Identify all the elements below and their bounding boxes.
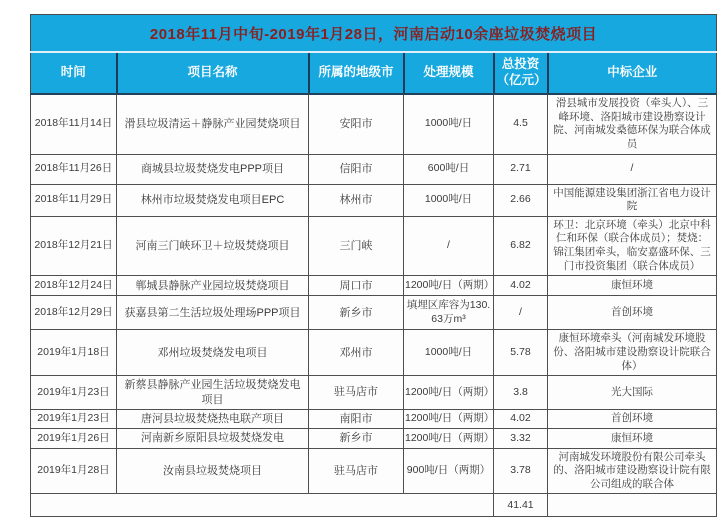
cell-investment: 3.32: [494, 429, 548, 448]
column-header-investment: 总投资（亿元）: [494, 52, 548, 94]
cell-date: 2019年1月23日: [31, 376, 117, 410]
table-row: [31, 296, 717, 330]
cell-company: 环卫：北京环境（牵头）北京中科仁和环保（联合体成员）；焚烧：锦江集团牵头，临安嘉盛环保、三门市投资集团（联合体成员）: [548, 216, 717, 276]
total-company-cell: [548, 494, 717, 517]
cell-date: 2018年11月14日: [31, 94, 117, 154]
cell-date: 2018年12月24日: [31, 276, 117, 296]
cell-project-name: 获嘉县第二生活垃圾处理场PPP项目: [117, 296, 309, 330]
cell-project-name: 汝南县垃圾焚烧项目: [117, 448, 309, 494]
column-header-date: 时间: [31, 52, 117, 94]
column-header-company: 中标企业: [548, 52, 717, 94]
table-row: [31, 94, 717, 154]
column-header-scale: 处理规模: [404, 52, 494, 94]
cell-scale: 1200吨/日（两期）: [404, 429, 494, 448]
cell-scale: 1200吨/日（两期）: [404, 376, 494, 410]
cell-city: 邓州市: [309, 330, 404, 376]
table-title: 2018年11月中旬-2019年1月28日，河南启动10余座垃圾焚烧项目: [31, 15, 717, 53]
table-body: [31, 94, 717, 494]
table-row: [31, 154, 717, 184]
cell-city: 林州市: [309, 184, 404, 216]
cell-scale: /: [404, 216, 494, 276]
cell-scale: 填埋区库容为130.63万m³: [404, 296, 494, 330]
cell-company: 康恒环境: [548, 276, 717, 296]
cell-scale: 1000吨/日: [404, 330, 494, 376]
cell-date: 2019年1月18日: [31, 330, 117, 376]
table-header-row: [31, 52, 717, 94]
cell-investment: 4.5: [494, 94, 548, 154]
cell-date: 2019年1月28日: [31, 448, 117, 494]
cell-project-name: 新蔡县静脉产业园生活垃圾焚烧发电项目: [117, 376, 309, 410]
total-empty-cell: [31, 494, 494, 517]
table-row: [31, 184, 717, 216]
cell-city: 周口市: [309, 276, 404, 296]
table-row: [31, 216, 717, 276]
cell-investment: 2.66: [494, 184, 548, 216]
cell-investment: 6.82: [494, 216, 548, 276]
cell-project-name: 河南新乡原阳县垃圾焚烧发电: [117, 429, 309, 448]
cell-scale: 900吨/日（两期）: [404, 448, 494, 494]
waste-incineration-projects-table: [30, 14, 717, 517]
cell-scale: 1000吨/日: [404, 184, 494, 216]
cell-project-name: 邓州垃圾焚烧发电项目: [117, 330, 309, 376]
cell-city: 信阳市: [309, 154, 404, 184]
cell-company: 滑县城市发展投资（牵头人）、三峰环境、洛阳城市建设勘察设计院、河南城发桑德环保为联合体成员: [548, 94, 717, 154]
column-header-project: 项目名称: [117, 52, 309, 94]
cell-city: 新乡市: [309, 296, 404, 330]
cell-scale: 600吨/日: [404, 154, 494, 184]
cell-date: 2019年1月23日: [31, 409, 117, 428]
total-investment-cell: 41.41: [494, 494, 548, 517]
cell-project-name: 郸城县静脉产业园垃圾焚烧项目: [117, 276, 309, 296]
cell-date: 2019年1月26日: [31, 429, 117, 448]
cell-date: 2018年12月21日: [31, 216, 117, 276]
cell-project-name: 滑县垃圾清运＋静脉产业园焚烧项目: [117, 94, 309, 154]
cell-company: 康恒环境: [548, 429, 717, 448]
table-row: [31, 429, 717, 448]
cell-investment: 3.8: [494, 376, 548, 410]
table-row: [31, 276, 717, 296]
cell-investment: 4.02: [494, 276, 548, 296]
table-row: [31, 330, 717, 376]
cell-investment: 5.78: [494, 330, 548, 376]
cell-project-name: 河南三门峡环卫＋垃圾焚烧项目: [117, 216, 309, 276]
cell-city: 三门峡: [309, 216, 404, 276]
cell-project-name: 商城县垃圾焚烧发电PPP项目: [117, 154, 309, 184]
cell-city: 驻马店市: [309, 376, 404, 410]
table-title-row: [31, 15, 717, 53]
cell-scale: 1000吨/日: [404, 94, 494, 154]
cell-project-name: 林州市垃圾焚烧发电项目EPC: [117, 184, 309, 216]
cell-company: /: [548, 154, 717, 184]
cell-scale: 1200吨/日（两期）: [404, 276, 494, 296]
cell-city: 安阳市: [309, 94, 404, 154]
cell-company: 中国能源建设集团浙江省电力设计院: [548, 184, 717, 216]
table-row: [31, 409, 717, 428]
total-row: [31, 494, 717, 517]
cell-date: 2018年12月29日: [31, 296, 117, 330]
table-row: [31, 376, 717, 410]
cell-company: 首创环境: [548, 409, 717, 428]
cell-company: 河南城发环境股份有限公司牵头的、洛阳城市建设勘察设计院有限公司组成的联合体: [548, 448, 717, 494]
cell-scale: 1200吨/日（两期）: [404, 409, 494, 428]
table-row: [31, 448, 717, 494]
cell-date: 2018年11月29日: [31, 184, 117, 216]
cell-investment: 3.78: [494, 448, 548, 494]
column-header-city: 所属的地级市: [309, 52, 404, 94]
cell-project-name: 唐河县垃圾焚烧热电联产项目: [117, 409, 309, 428]
cell-company: 首创环境: [548, 296, 717, 330]
cell-investment: /: [494, 296, 548, 330]
cell-date: 2018年11月26日: [31, 154, 117, 184]
cell-city: 南阳市: [309, 409, 404, 428]
cell-investment: 2.71: [494, 154, 548, 184]
cell-city: 驻马店市: [309, 448, 404, 494]
cell-investment: 4.02: [494, 409, 548, 428]
cell-company: 康恒环境牵头（河南城发环境股份、洛阳城市建设勘察设计院联合体）: [548, 330, 717, 376]
cell-company: 光大国际: [548, 376, 717, 410]
cell-city: 新乡市: [309, 429, 404, 448]
